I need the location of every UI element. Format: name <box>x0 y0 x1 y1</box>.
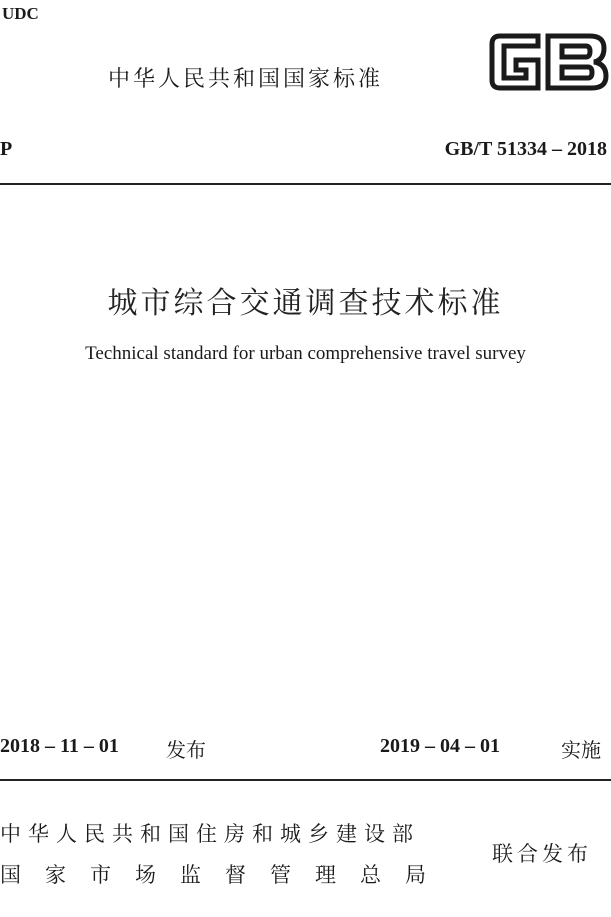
effective-date: 2019 – 04 – 01 <box>380 735 500 757</box>
header-divider <box>0 183 611 185</box>
classification-code: P <box>0 138 13 160</box>
publish-date: 2018 – 11 – 01 <box>0 735 119 757</box>
national-standard-heading: 中华人民共和国国家标准 <box>108 67 384 92</box>
title-chinese: 城市综合交通调查技术标准 <box>107 286 504 321</box>
joint-issue-label: 联合发布 <box>492 842 592 866</box>
gb-logo <box>486 26 611 98</box>
title-english: Technical standard for urban comprehensive travel survey <box>85 343 526 364</box>
issuer-ministry: 中华人民共和国住房和城乡建设部 <box>0 822 420 846</box>
effective-label: 实施 <box>561 738 601 762</box>
issuer-administration: 国家市场监督管理总局 <box>0 863 450 887</box>
publish-label: 发布 <box>166 738 206 762</box>
footer-divider <box>0 779 611 781</box>
standard-number: GB/T 51334 – 2018 <box>444 138 607 160</box>
udc-label: UDC <box>2 4 39 23</box>
